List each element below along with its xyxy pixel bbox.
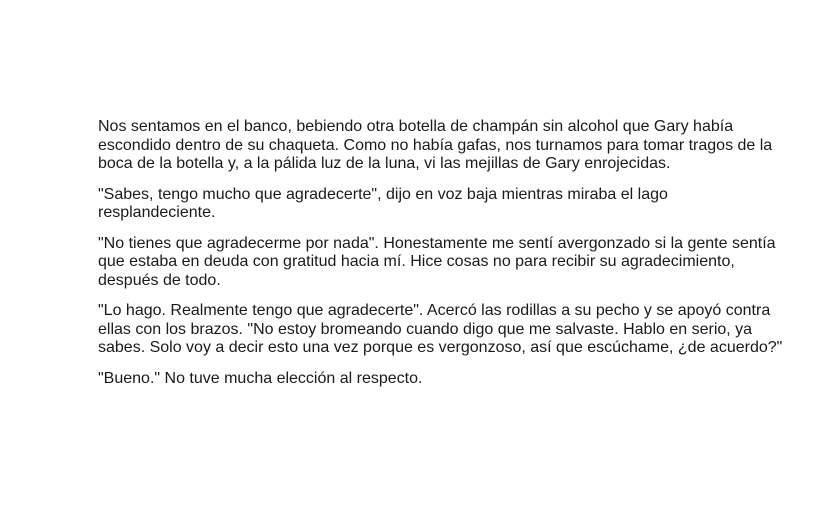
document-body: [98, 118, 788, 400]
paragraph-5: "Bueno." No tuve mucha elección al respecto.: [98, 369, 423, 387]
paragraph-2: "Sabes, tengo mucho que agradecerte", dijo en voz baja mientras miraba el lago resplandeciente.: [98, 185, 668, 221]
paragraph-1: Nos sentamos en el banco, bebiendo otra botella de champán sin alcohol que Gary había escondido dentro de su chaqueta. Como no había gafas, nos turnamos para tomar tragos de la boca de la botella y, a la pálida luz de la luna, vi las mejillas de Gary enrojecidas.: [98, 118, 773, 172]
paragraph-4: "Lo hago. Realmente tengo que agradecerte". Acercó las rodillas a su pecho y se apoyó contra ellas con los brazos. "No estoy bromeando cuando digo que me salvaste. Hablo en serio, ya sabes. Solo voy a decir esto una vez porque es vergonzoso, así que escúchame, ¿de acuerdo?": [98, 302, 783, 356]
paragraph-3: "No tienes que agradecerme por nada". Honestamente me sentí avergonzado si la gente sentía que estaba en deuda con gratitud hacia mí. Hice cosas no para recibir su agradecimiento, después de todo.: [98, 234, 776, 289]
